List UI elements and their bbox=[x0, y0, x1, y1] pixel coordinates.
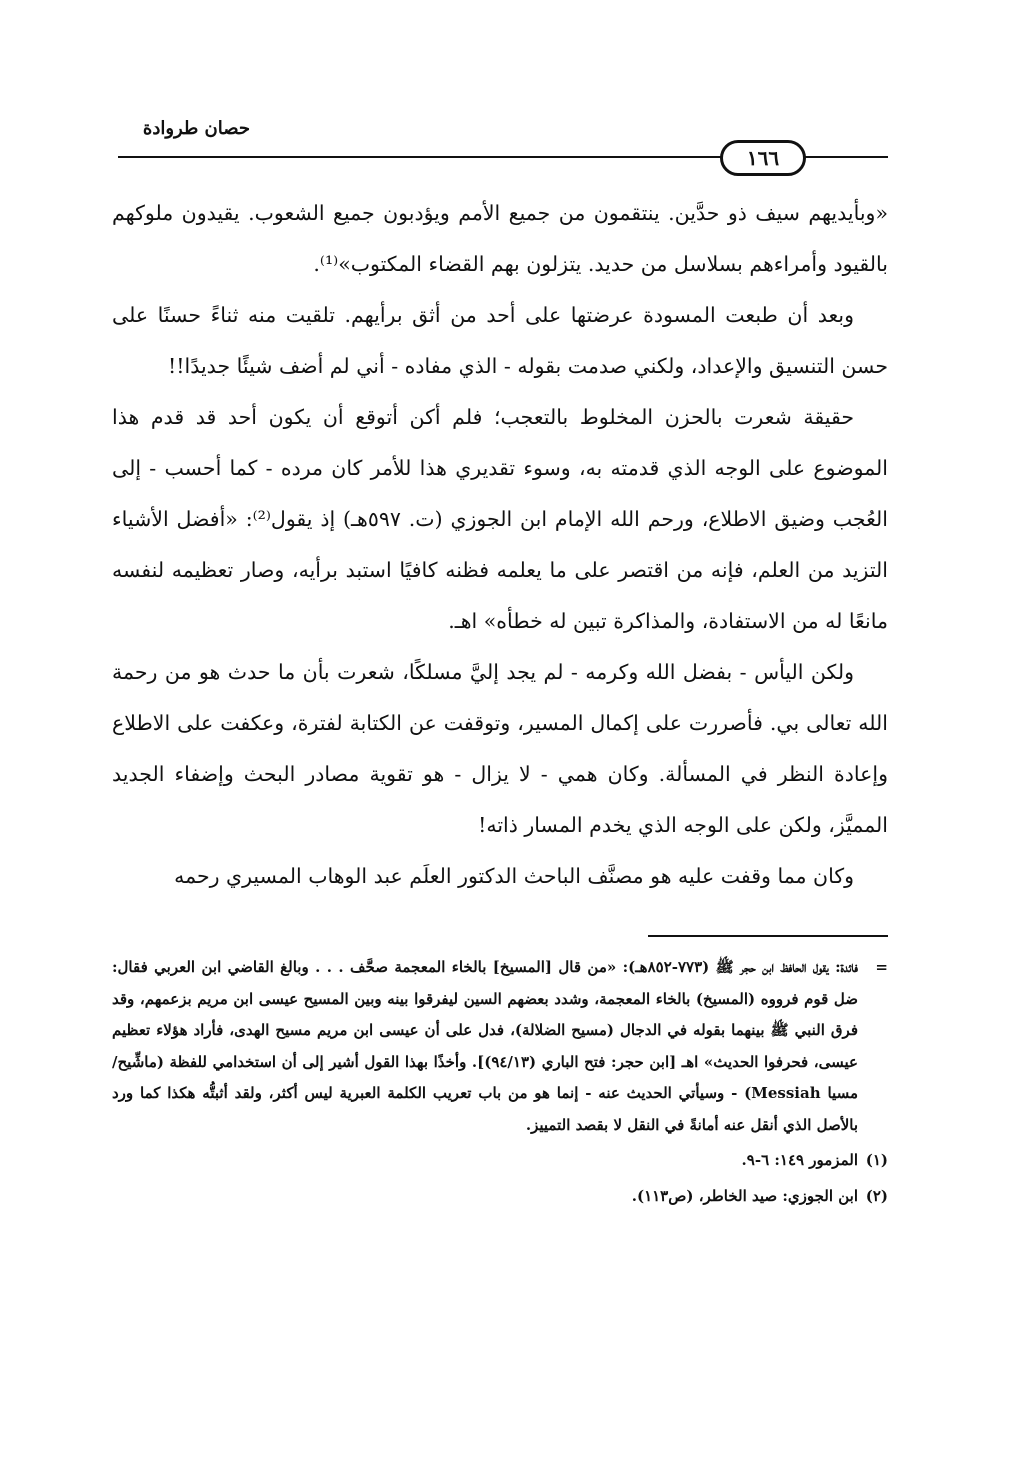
footnote-continuation bbox=[112, 952, 888, 1141]
footnote-item bbox=[112, 1145, 888, 1177]
footnotes bbox=[112, 952, 888, 1212]
running-title: حصان طروادة bbox=[142, 118, 250, 139]
footnote-item bbox=[112, 1181, 888, 1213]
footnote-rule bbox=[648, 935, 888, 937]
footnote-mark: = bbox=[875, 958, 888, 976]
paragraph: وكان مما وقفت عليه هو مصنَّف الباحث الدكتور العلَم عبد الوهاب المسيري رحمه bbox=[174, 864, 854, 888]
footnote-text: ابن الجوزي: صيد الخاطر، (ص١١٣). bbox=[631, 1186, 858, 1205]
footnote-text: فائدة: يقول الحافظ ابن حجر ﷺ (٧٧٣-٨٥٢هـ): «من قال [المسيخ] بالخاء المعجمة صحَّف . . . وبالغ القاضي ابن العربي فقال: ضل قوم فرووه (المسيخ) بالخاء المعجمة، وشدد بعضهم السين ليفرقوا بينه وبين المسيح عيسى ابن مريم بزعمهم، وقد فرق النبي ﷺ بينهما بقوله في الدجال (مسيح الضلالة)، فدل على أن عيسى ابن مريم مسيح الهدى، فأراد هؤلاء تعظيم عيسى، فحرفوا الحديث» اهـ [ابن حجر: فتح الباري (٩٤/١٣)]. وأخذًا بهذا القول أشير إلى أن استخدامي للفظة (ماشِّيح/مسيا Messiah) - وسيأتي الحديث عنه - إنما هو من باب تعريب الكلمة العبرية ليس أكثر، ولقد أثبتُّه هكذا كما ورد بالأصل الذي أنقل عنه أمانةً في النقل لا بقصد التمييز. bbox=[112, 958, 859, 1134]
footnote-text: المزمور ١٤٩: ٦-٩. bbox=[741, 1151, 858, 1169]
footnote-mark: (٢) bbox=[865, 1186, 888, 1205]
main-text bbox=[112, 188, 888, 902]
paragraph: وبعد أن طبعت المسودة عرضتها على أحد من أثق برأيهم. تلقيت منه ثناءً حسنًا على حسن التنسيق والإعداد، ولكني صدمت بقوله - الذي مفاده - أني لم أضف شيئًا جديدًا!! bbox=[112, 303, 888, 378]
paragraph: حقيقة شعرت بالحزن المخلوط بالتعجب؛ فلم أكن أتوقع أن يكون أحد قد قدم هذا الموضوع على الوجه الذي قدمته به، وسوء تقديري هذا للأمر كان مرده - كما أحسب - إلى العُجب وضيق الاطلاع، ورحم الله الإمام ابن الجوزي (ت. ٥٩٧هـ) إذ يقول⁽²⁾: «أفضل الأشياء التزيد من العلم، فإنه من اقتصر على ما يعلمه فظنه كافيًا استبد برأيه، وصار تعظيمه لنفسه مانعًا له من الاستفادة، والمذاكرة تبين له خطأه» اهـ. bbox=[112, 405, 888, 633]
footnote-mark: (١) bbox=[865, 1151, 888, 1169]
paragraph: ولكن اليأس - بفضل الله وكرمه - لم يجد إليَّ مسلكًا، شعرت بأن ما حدث هو من رحمة الله تعالى بي. فأصررت على إكمال المسير، وتوقفت عن الكتابة لفترة، وعكفت على الاطلاع وإعادة النظر في المسألة. وكان همي - لا يزال - هو تقوية مصادر البحث وإضفاء الجديد المميَّز، ولكن على الوجه الذي يخدم المسار ذاته! bbox=[112, 660, 888, 837]
paragraph-quote: «وبأيديهم سيف ذو حدَّين. ينتقمون من جميع الأمم ويؤدبون جميع الشعوب. يقيدون ملوكهم بالقيود وأمراءهم بسلاسل من حديد. يتزلون بهم القضاء المكتوب»⁽¹⁾. bbox=[112, 201, 888, 276]
page-number: ١٦٦ bbox=[720, 140, 806, 176]
